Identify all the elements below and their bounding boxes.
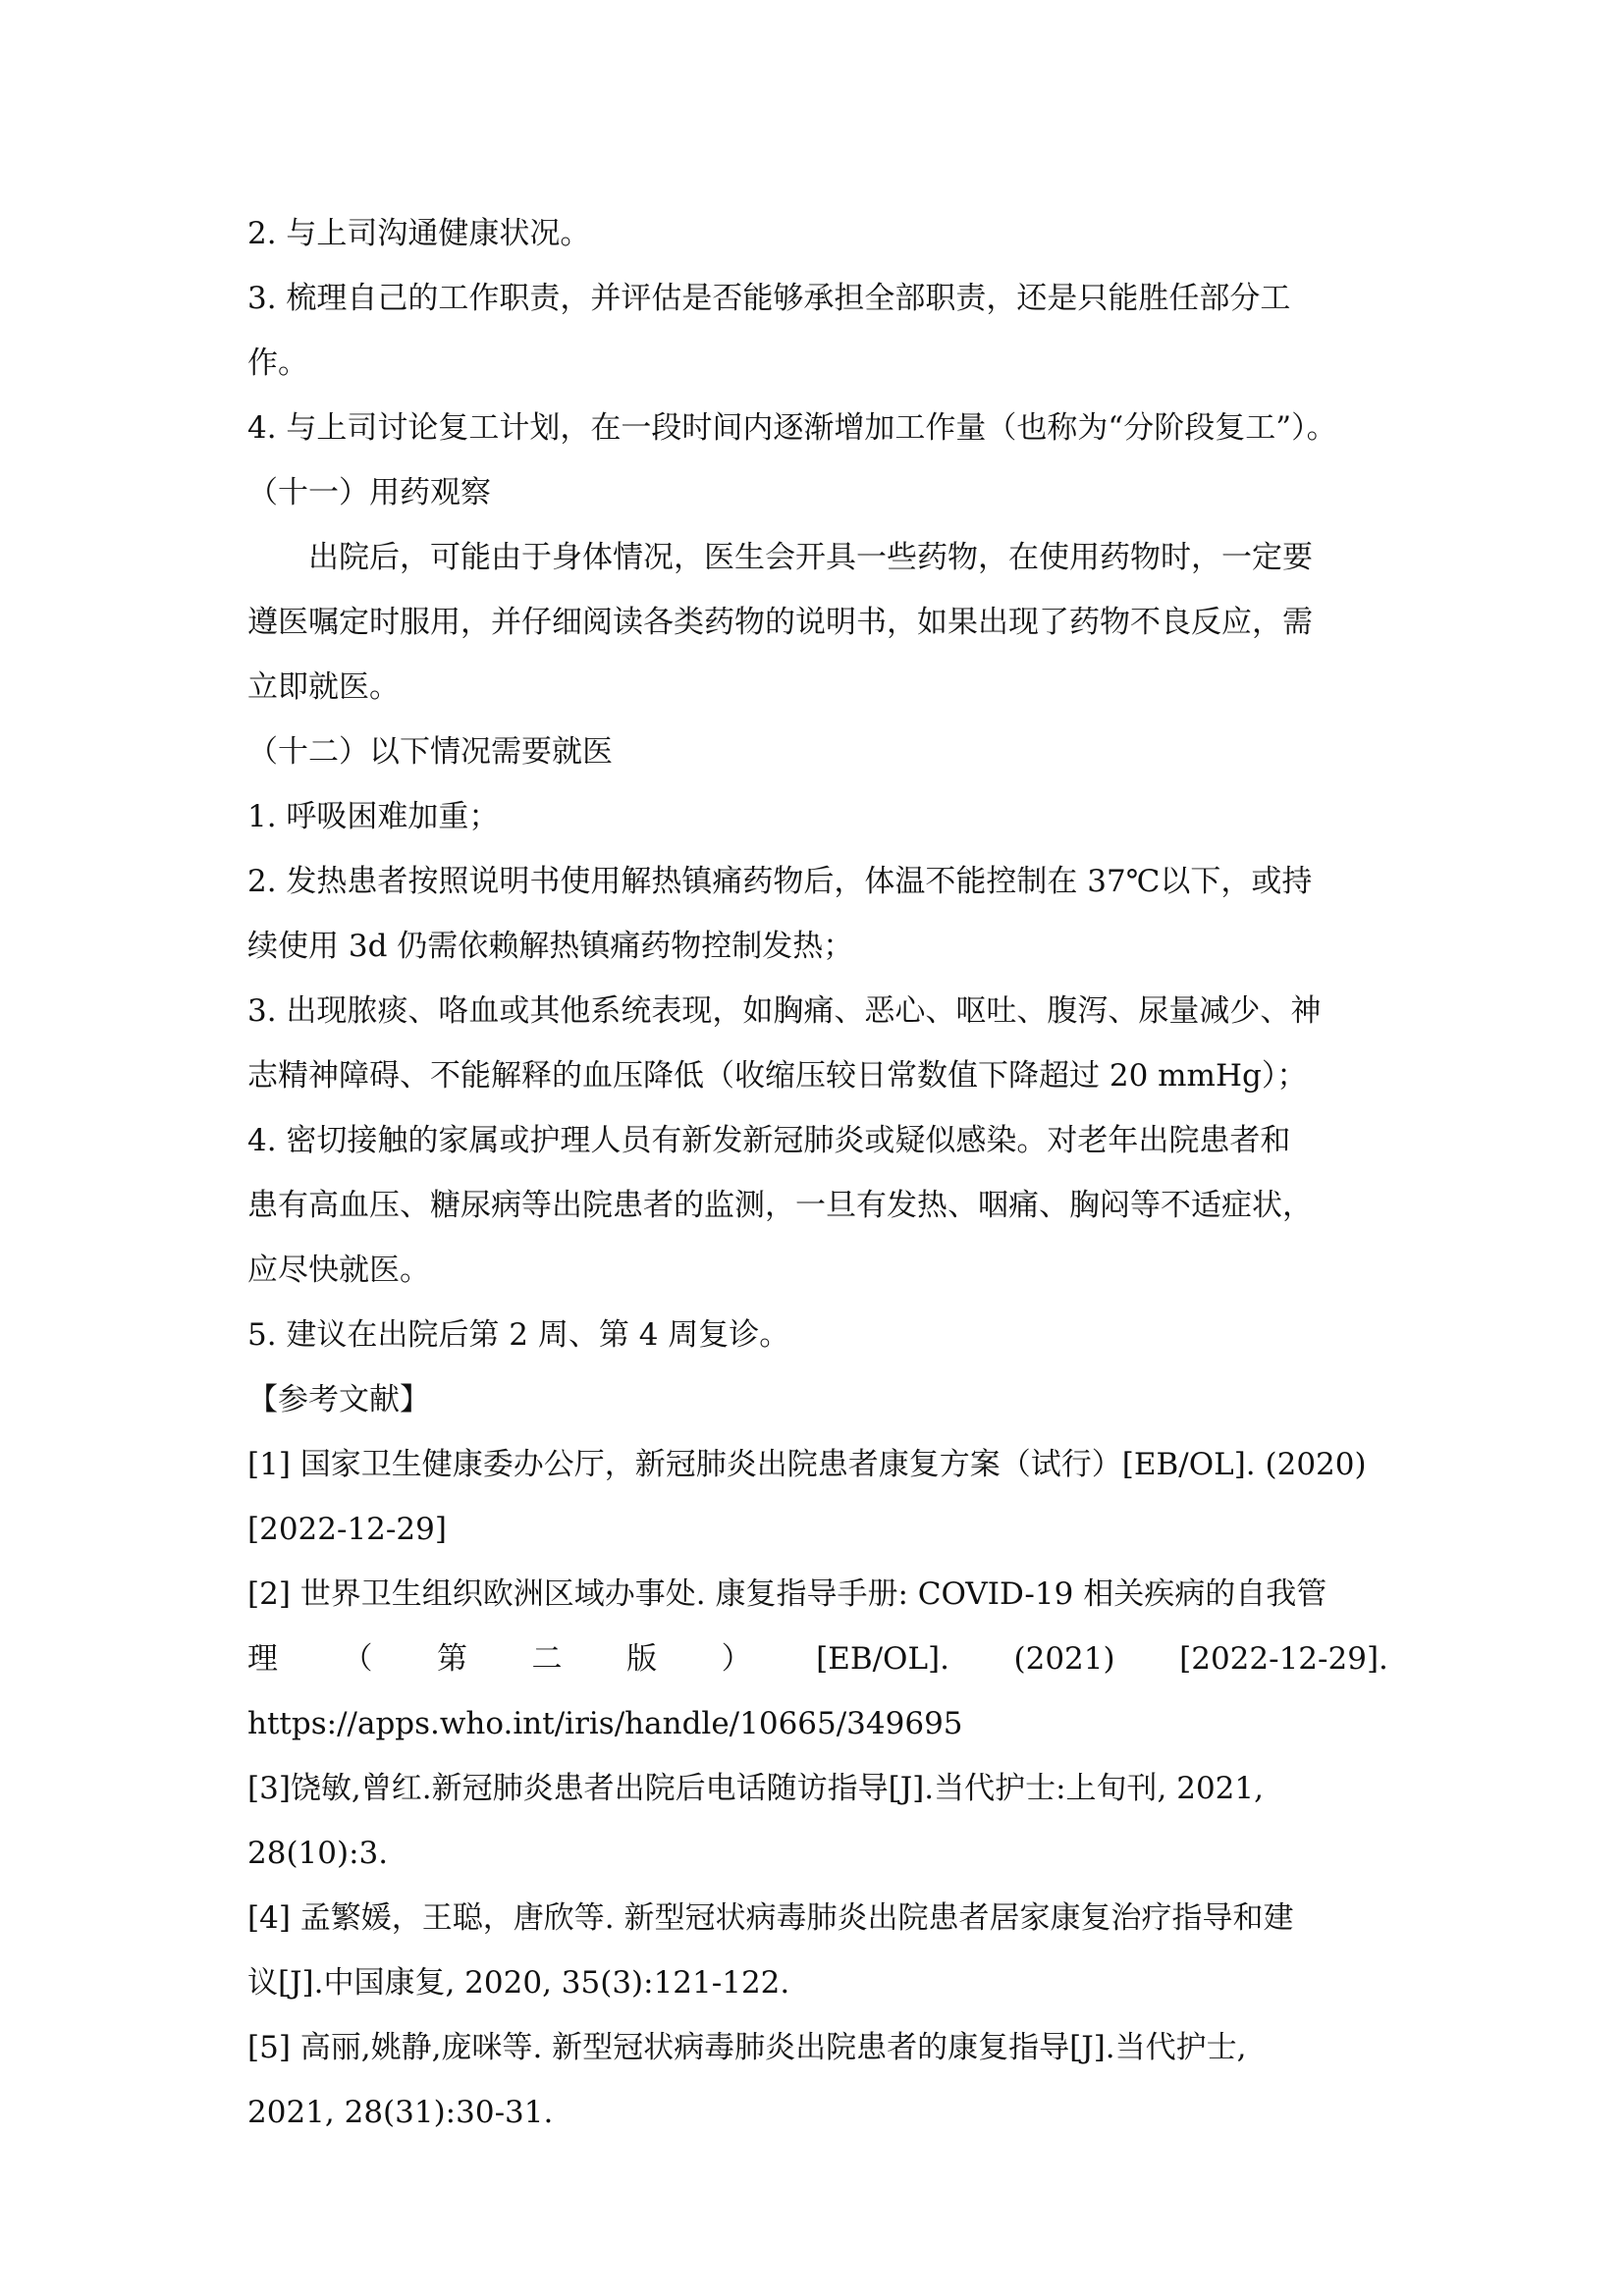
reference-2-part: （ xyxy=(342,1641,373,1677)
reference-5-line-1: [5] 高丽,姚静,庞咪等. 新型冠状病毒肺炎出院患者的康复指导[J].当代护士, xyxy=(247,2030,1247,2065)
seek-care-item-2-line-2: 续使用 3d 仍需依赖解热镇痛药物控制发热； xyxy=(247,929,854,964)
reference-3-line-2: 28(10):3. xyxy=(247,1836,389,1871)
list-item-3-line-2: 作。 xyxy=(247,346,308,381)
reference-2-line-2 xyxy=(247,1627,1388,1691)
medication-paragraph-line-2: 遵医嘱定时服用，并仔细阅读各类药物的说明书，如果出现了药物不良反应，需 xyxy=(247,605,1313,640)
seek-care-item-4-line-2: 患有高血压、糖尿病等出院患者的监测，一旦有发热、咽痛、胸闷等不适症状， xyxy=(247,1188,1313,1223)
reference-2-part: ） xyxy=(721,1641,752,1677)
document-page xyxy=(247,201,1388,2145)
reference-2-part: 版 xyxy=(626,1641,658,1677)
reference-4-line-1: [4] 孟繁媛，王聪，唐欣等. 新型冠状病毒肺炎出院患者居家康复治疗指导和建 xyxy=(247,1900,1294,1936)
reference-2-part: 理 xyxy=(247,1641,278,1677)
references-heading: 【参考文献】 xyxy=(247,1382,430,1417)
reference-2-part: [2022-12-29]. xyxy=(1179,1641,1388,1677)
seek-care-item-1: 1. 呼吸困难加重； xyxy=(247,799,500,834)
list-item-4: 4. 与上司讨论复工计划，在一段时间内逐渐增加工作量（也称为“分阶段复工”）。 xyxy=(247,410,1337,446)
reference-2-part: 二 xyxy=(531,1641,563,1677)
reference-2-part: (2021) xyxy=(1013,1641,1115,1677)
reference-3-line-1: [3]饶敏,曾红.新冠肺炎患者出院后电话随访指导[J].当代护士:上旬刊, 2021, xyxy=(247,1771,1264,1806)
seek-care-item-3-line-1: 3. 出现脓痰、咯血或其他系统表现，如胸痛、恶心、呕吐、腹泻、尿量减少、神 xyxy=(247,993,1322,1029)
section-heading-medication: （十一）用药观察 xyxy=(247,475,491,510)
reference-2-part: [EB/OL]. xyxy=(816,1641,949,1677)
reference-4-line-2: 议[J].中国康复, 2020, 35(3):121-122. xyxy=(247,1965,790,2001)
seek-care-item-5: 5. 建议在出院后第 2 周、第 4 周复诊。 xyxy=(247,1317,790,1353)
seek-care-item-2-line-1: 2. 发热患者按照说明书使用解热镇痛药物后，体温不能控制在 37℃以下，或持 xyxy=(247,864,1313,899)
reference-1-line-2: [2022-12-29] xyxy=(247,1512,447,1547)
medication-paragraph-line-3: 立即就医。 xyxy=(247,669,400,705)
seek-care-item-3-line-2: 志精神障碍、不能解释的血压降低（收缩压较日常数值下降超过 20 mmHg）； xyxy=(247,1058,1308,1094)
list-item-2: 2. 与上司沟通健康状况。 xyxy=(247,216,591,251)
reference-2-line-1: [2] 世界卫生组织欧洲区域办事处. 康复指导手册: COVID-19 相关疾病的自我管 xyxy=(247,1576,1327,1612)
reference-2-part: 第 xyxy=(437,1641,468,1677)
reference-2-url: https://apps.who.int/iris/handle/10665/349695 xyxy=(247,1706,963,1741)
section-heading-seek-care: （十二）以下情况需要就医 xyxy=(247,734,613,770)
seek-care-item-4-line-1: 4. 密切接触的家属或护理人员有新发新冠肺炎或疑似感染。对老年出院患者和 xyxy=(247,1123,1291,1158)
reference-1-line-1: [1] 国家卫生健康委办公厅，新冠肺炎出院患者康复方案（试行）[EB/OL]. (2020) xyxy=(247,1447,1367,1482)
medication-paragraph-line-1: 出院后，可能由于身体情况，医生会开具一些药物，在使用药物时，一定要 xyxy=(308,540,1313,575)
list-item-3-line-1: 3. 梳理自己的工作职责，并评估是否能够承担全部职责，还是只能胜任部分工 xyxy=(247,281,1291,316)
seek-care-item-4-line-3: 应尽快就医。 xyxy=(247,1253,430,1288)
reference-5-line-2: 2021, 28(31):30-31. xyxy=(247,2095,554,2130)
